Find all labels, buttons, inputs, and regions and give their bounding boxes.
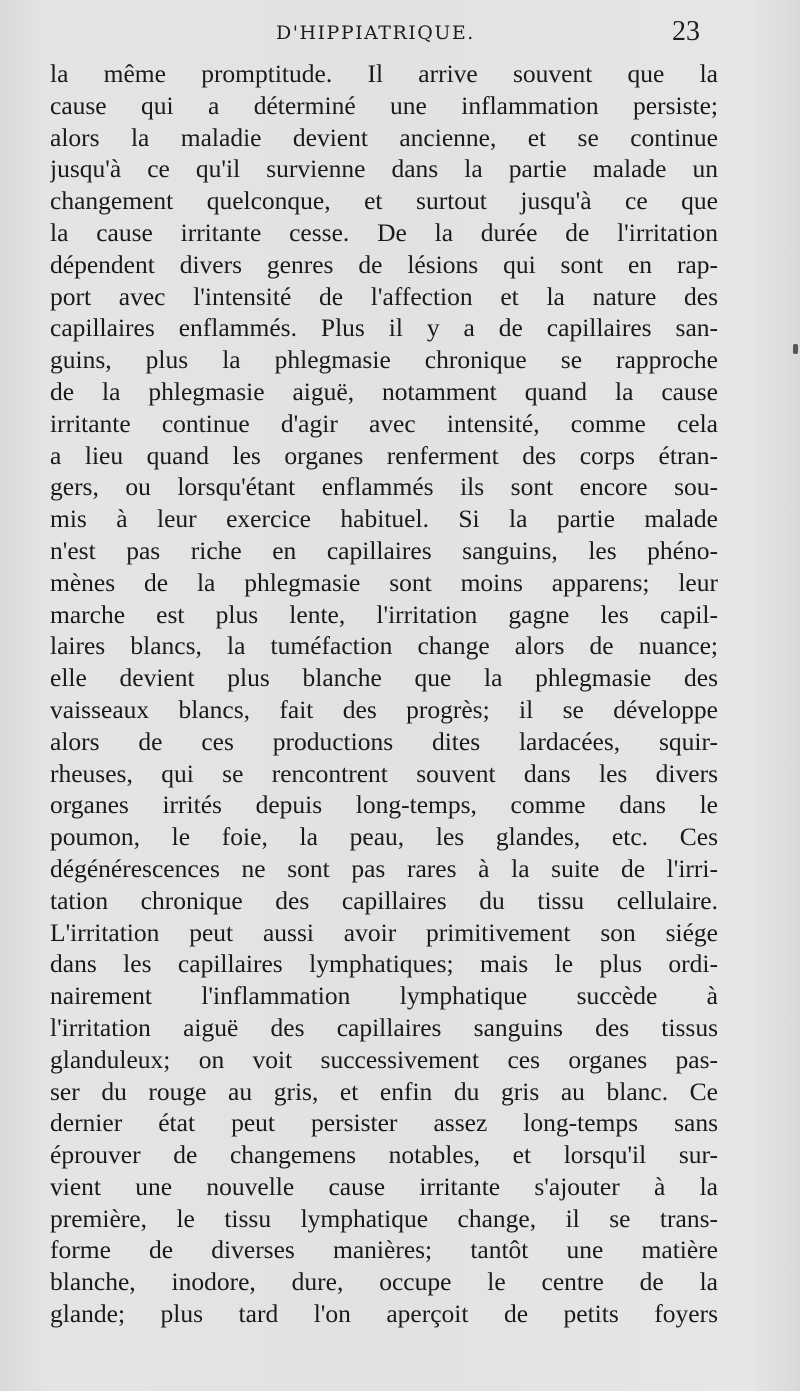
text-line: dernier état peut persister assez long-temps sans	[50, 1108, 718, 1138]
text-line: cause qui a déterminé une inflammation persiste;	[50, 90, 718, 120]
text-line: la même promptitude. Il arrive souvent que la	[50, 59, 718, 88]
text-line: mènes de la phlegmasie sont moins apparens; leur	[50, 567, 718, 597]
text-line: première, le tissu lymphatique change, il se trans-	[50, 1203, 718, 1233]
text-line: glanduleux; on voit successivement ces organes pas-	[50, 1044, 718, 1074]
body-text	[50, 58, 718, 1330]
text-line: irritante continue d'agir avec intensité, comme cela	[50, 408, 718, 438]
text-line: l'irritation aiguë des capillaires sanguins des tissus	[50, 1012, 718, 1042]
text-line: marche est plus lente, l'irritation gagne les capil-	[50, 599, 718, 629]
text-line: forme de diverses manières; tantôt une matière	[50, 1235, 718, 1265]
text-line: capillaires enflammés. Plus il y a de capillaires san-	[50, 313, 718, 343]
text-line: glande; plus tard l'on aperçoit de petits foyers	[50, 1299, 718, 1329]
text-line: laires blancs, la tuméfaction change alors de nuance;	[50, 631, 718, 661]
text-line: port avec l'intensité de l'affection et la nature des	[50, 281, 718, 311]
text-line: gers, ou lorsqu'étant enflammés ils sont encore sou-	[50, 472, 718, 502]
text-line: changement quelconque, et surtout jusqu'à ce que	[50, 186, 718, 216]
text-line: guins, plus la phlegmasie chronique se rapproche	[50, 345, 718, 375]
paper-speck	[793, 344, 798, 354]
text-line: tation chronique des capillaires du tissu cellulaire.	[50, 885, 718, 915]
text-line: n'est pas riche en capillaires sanguins, les phéno-	[50, 535, 718, 565]
text-line: poumon, le foie, la peau, les glandes, etc. Ces	[50, 822, 718, 852]
text-line: jusqu'à ce qu'il survienne dans la partie malade un	[50, 154, 718, 184]
text-line: nairement l'inflammation lymphatique succède à	[50, 981, 718, 1011]
text-line: éprouver de changemens notables, et lorsqu'il sur-	[50, 1140, 718, 1170]
text-line: dépendent divers genres de lésions qui sont en rap-	[50, 249, 718, 279]
page-number: 23	[672, 16, 700, 47]
text-line: organes irrités depuis long-temps, comme dans le	[50, 790, 718, 820]
text-line: dégénérescences ne sont pas rares à la suite de l'irri-	[50, 853, 718, 883]
text-line: la cause irritante cesse. De la durée de l'irritation	[50, 217, 718, 247]
text-line: alors la maladie devient ancienne, et se continue	[50, 122, 718, 152]
text-line: mis à leur exercice habituel. Si la partie malade	[50, 504, 718, 534]
text-line: dans les capillaires lymphatiques; mais le plus ordi-	[50, 949, 718, 979]
text-line: rheuses, qui se rencontrent souvent dans les divers	[50, 758, 718, 788]
text-line: de la phlegmasie aiguë, notamment quand la cause	[50, 376, 718, 406]
text-line: elle devient plus blanche que la phlegmasie des	[50, 663, 718, 693]
text-line: a lieu quand les organes renferment des corps étran-	[50, 440, 718, 470]
text-line: vient une nouvelle cause irritante s'ajouter à la	[50, 1171, 718, 1201]
text-line: vaisseaux blancs, fait des progrès; il se développe	[50, 694, 718, 724]
text-line: L'irritation peut aussi avoir primitivement son siége	[50, 917, 718, 947]
text-line: blanche, inodore, dure, occupe le centre de la	[50, 1267, 718, 1297]
text-line: alors de ces productions dites lardacées, squir-	[50, 726, 718, 756]
running-head: D'HIPPIATRIQUE.	[276, 22, 475, 44]
text-line: ser du rouge au gris, et enfin du gris au blanc. Ce	[50, 1076, 718, 1106]
